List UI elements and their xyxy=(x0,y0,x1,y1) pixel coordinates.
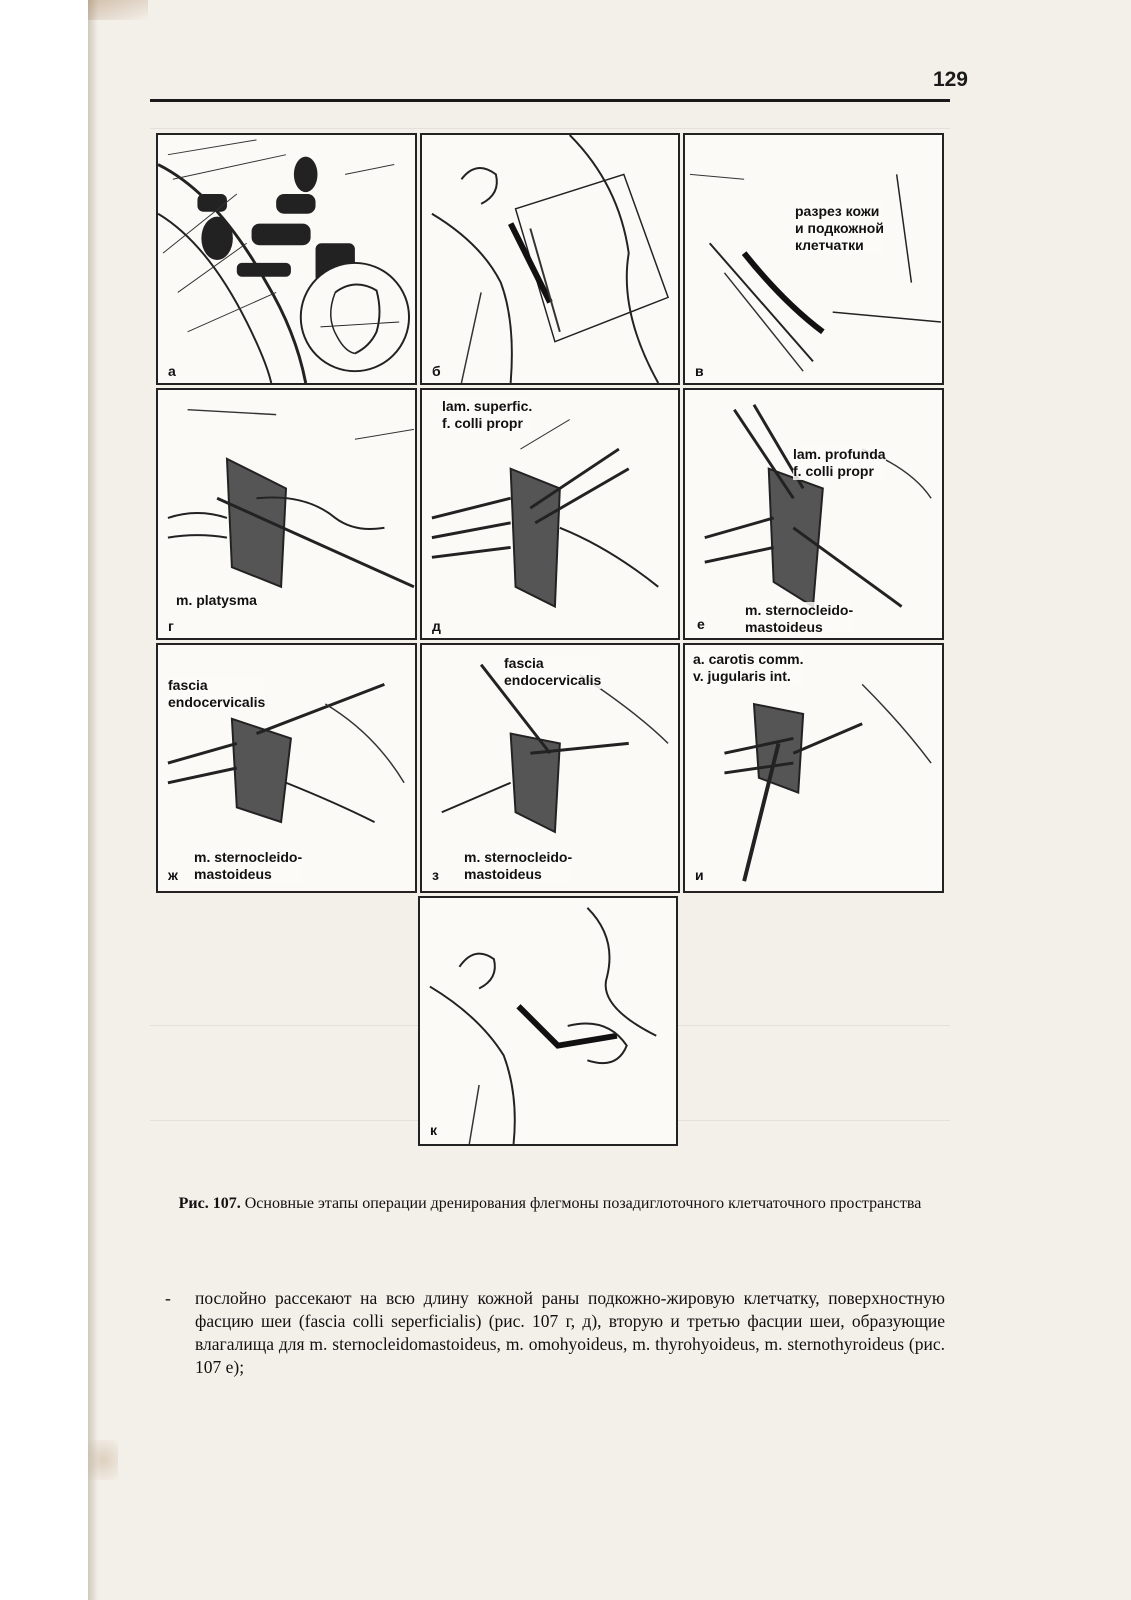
panel-annotation: a. carotis comm. v. jugularis int. xyxy=(693,651,804,684)
bleed-through-line xyxy=(150,128,950,129)
caption-number: Рис. 107. xyxy=(178,1195,241,1212)
panel-letter: е xyxy=(697,616,705,632)
panel-letter: б xyxy=(432,363,441,379)
drainage-illustration xyxy=(420,898,676,1144)
figure-panel-d xyxy=(420,388,680,640)
cross-section-illustration xyxy=(158,135,415,383)
figure-panel-zh xyxy=(156,643,417,893)
list-item xyxy=(165,1287,945,1379)
figure-panel-e xyxy=(683,388,944,640)
page-stain xyxy=(88,1440,118,1480)
neck-incision-illustration xyxy=(422,135,678,383)
panel-letter: и xyxy=(695,867,704,883)
panel-annotation: m. sternocleido- mastoideus xyxy=(464,849,573,882)
figure-panel-a xyxy=(156,133,417,385)
corner-smudge xyxy=(88,0,148,20)
page-edge xyxy=(88,0,98,1600)
fascia-profunda-illustration xyxy=(685,390,942,638)
figure-caption xyxy=(160,1193,940,1214)
page-number: 129 xyxy=(932,68,968,91)
figure-panel-i xyxy=(683,643,944,893)
panel-letter: з xyxy=(432,867,439,883)
panel-annotation: m. sternocleido- mastoideus xyxy=(745,602,854,635)
panel-letter: г xyxy=(168,618,174,634)
panel-letter: в xyxy=(695,363,704,379)
panel-letter: к xyxy=(430,1122,438,1138)
panel-annotation: m. platysma xyxy=(176,592,257,608)
panel-annotation: fascia endocervicalis xyxy=(168,677,266,710)
panel-annotation: lam. profunda f. colli propr xyxy=(793,446,886,479)
skin-incision-illustration xyxy=(685,135,942,383)
figure-panel-z xyxy=(420,643,680,893)
header-rule xyxy=(150,99,950,102)
panel-letter: д xyxy=(432,618,441,634)
figure-panel-g xyxy=(156,388,417,640)
bullet-dash: - xyxy=(165,1288,171,1308)
figure-panel-b xyxy=(420,133,680,385)
body-text xyxy=(165,1287,945,1379)
panel-letter: а xyxy=(168,363,176,379)
panel-annotation: разрез кожи и подкожной клетчатки xyxy=(795,203,884,253)
caption-text: Основные этапы операции дренирования флегмоны позадиглоточного клетчаточного пространства xyxy=(240,1195,922,1212)
panel-annotation: fascia endocervicalis xyxy=(504,655,602,688)
panel-letter: ж xyxy=(168,867,178,883)
paragraph: послойно рассекают на всю длину кожной раны подкожно-жировую клетчатку, поверхностную фасцию шеи (fascia colli seperficialis) (рис. 107 г, д), вторую и третью фасции шеи, образующие влагалища для m. sternocleidomastoideus, m. omohyoideus, m. thyrohyoideus, m. sternothyroideus (рис. 107 е); xyxy=(195,1288,945,1377)
panel-annotation: lam. superfic. f. colli propr xyxy=(442,398,533,431)
panel-annotation: m. sternocleido- mastoideus xyxy=(194,849,303,882)
figure-panel-v xyxy=(683,133,944,385)
figure-panel-k xyxy=(418,896,678,1146)
